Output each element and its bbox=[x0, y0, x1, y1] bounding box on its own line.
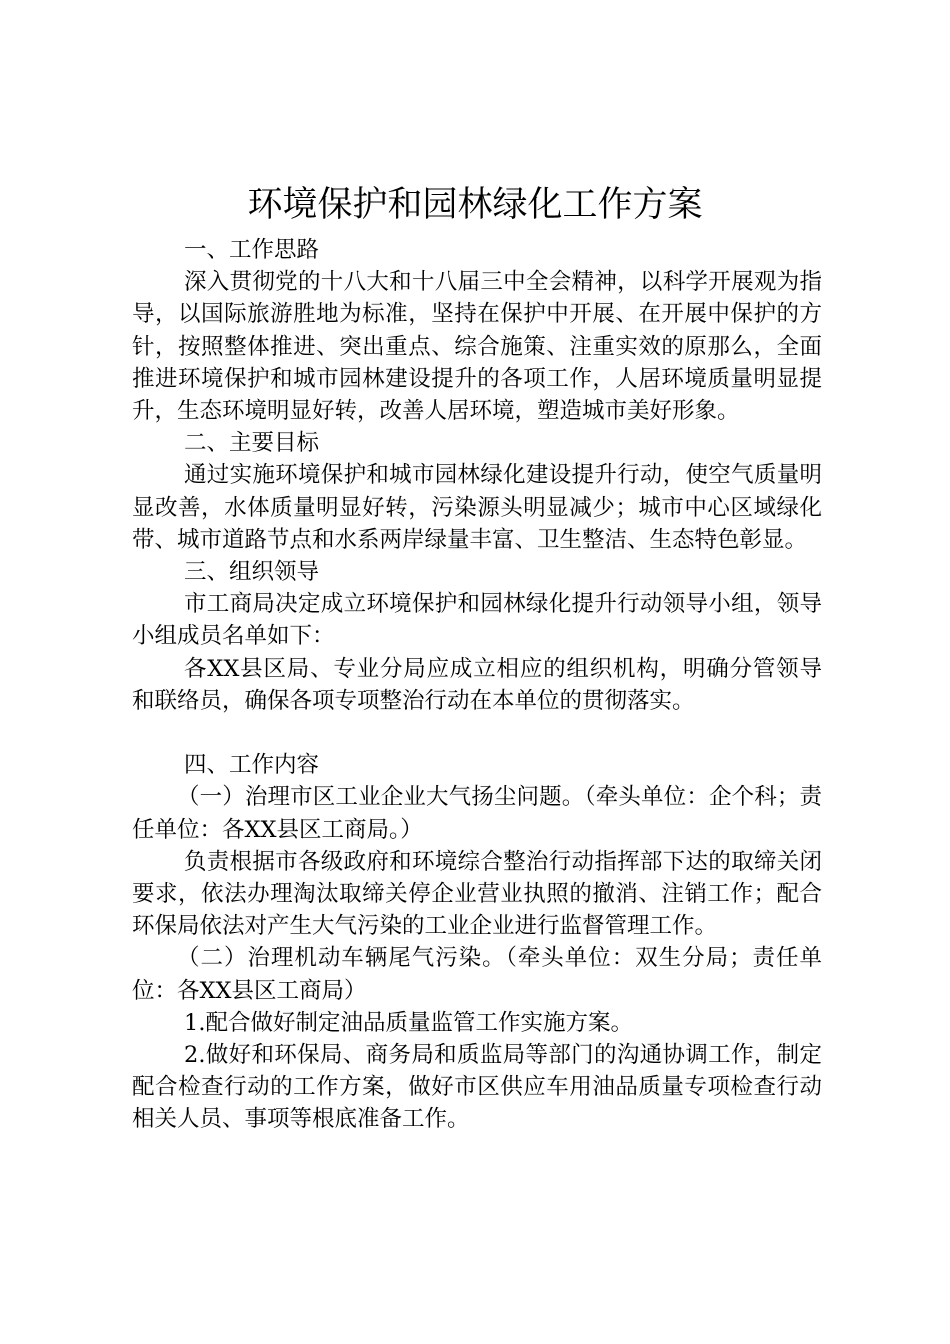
section-2-paragraph: 通过实施环境保护和城市园林绿化建设提升行动，使空气质量明显改善，水体质量明显好转，污染源头明显减少；城市中心区域绿化带、城市道路节点和水系两岸绿量丰富、卫生整洁、生态特色彰显。 bbox=[132, 462, 822, 553]
section-4-item-2-point-1: 1.配合做好制定油品质量监管工作实施方案。 bbox=[184, 1009, 633, 1036]
document-body bbox=[132, 234, 822, 1136]
section-heading-1: 一、工作思路 bbox=[184, 237, 320, 263]
section-heading-2: 二、主要目标 bbox=[184, 430, 320, 457]
section-4-item-1-body: 负责根据市各级政府和环境综合整治行动指挥部下达的取缔关闭要求，依法办理淘汰取缔关停企业营业执照的撤消、注销工作；配合环保局依法对产生大气污染的工业企业进行监督管理工作。 bbox=[132, 848, 822, 940]
section-1-paragraph: 深入贯彻党的十八大和十八届三中全会精神，以科学开展观为指导，以国际旅游胜地为标准，坚持在保护中开展、在开展中保护的方针，按照整体推进、突出重点、综合施策、注重实效的原那么，全面推进环境保护和城市园林建设提升的各项工作，人居环境质量明显提升，生态环境明显好转，改善人居环境，塑造城市美好形象。 bbox=[132, 269, 822, 425]
section-3-paragraph-2: 各XX县区局、专业分局应成立相应的组织机构，明确分管领导和联络员，确保各项专项整治行动在本单位的贯彻落实。 bbox=[132, 655, 822, 714]
blank-line bbox=[132, 717, 822, 749]
section-4-item-2-title: （二）治理机动车辆尾气污染。（牵头单位：双生分局；责任单位：各XX县区工商局） bbox=[132, 945, 822, 1004]
section-heading-3: 三、组织领导 bbox=[184, 559, 320, 586]
section-4-item-1-title: （一）治理市区工业企业大气扬尘问题。（牵头单位：企个科；责任单位：各XX县区工商局。） bbox=[132, 784, 822, 843]
section-3-paragraph-1: 市工商局决定成立环境保护和园林绿化提升行动领导小组，领导小组成员名单如下： bbox=[132, 591, 822, 650]
section-4-item-2-point-2: 2.做好和环保局、商务局和质监局等部门的沟通协调工作，制定配合检查行动的工作方案，做好市区供应车用油品质量专项检查行动相关人员、事项等根底准备工作。 bbox=[132, 1042, 822, 1133]
document-title: 环境保护和园林绿化工作方案 bbox=[247, 185, 703, 225]
section-heading-4: 四、工作内容 bbox=[184, 752, 320, 779]
